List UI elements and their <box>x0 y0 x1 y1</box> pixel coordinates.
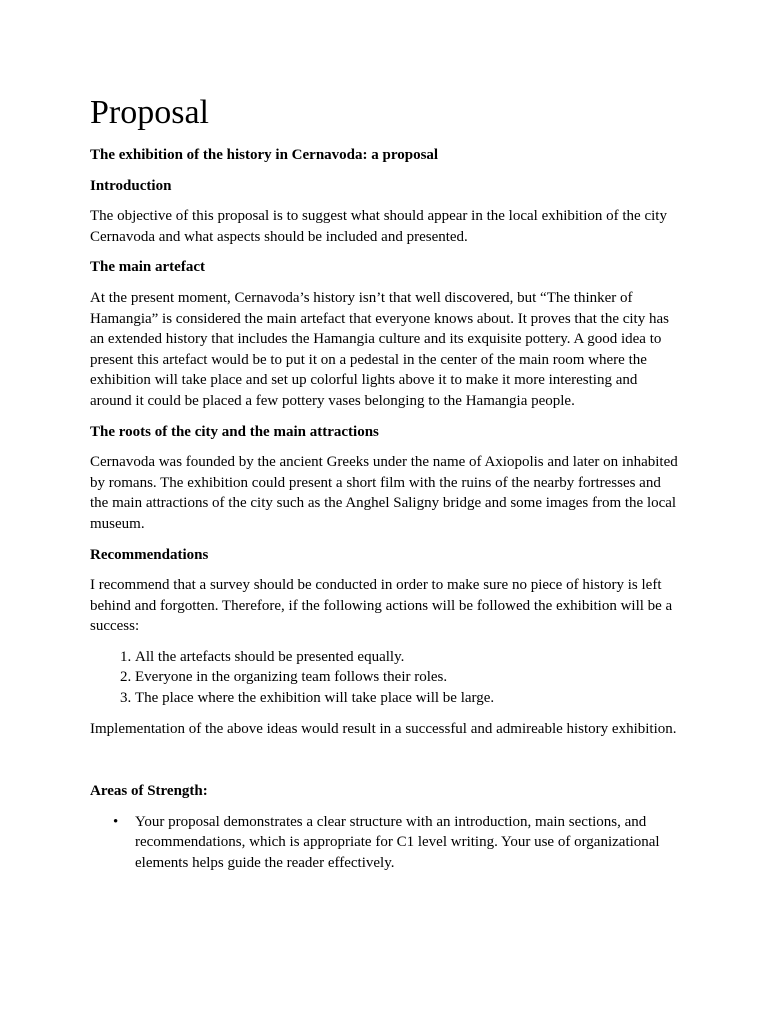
recommendations-closing: Implementation of the above ideas would result in a successful and admireable history exhibition. <box>90 720 677 737</box>
feedback-list <box>90 812 682 874</box>
recommendations-list <box>90 647 682 709</box>
list-item: • Your proposal demonstrates a clear structure with an introduction, main sections, and recommendations, which is appropriate for C1 level writing. Your use of organizational elements helps guide the reader effectively. <box>135 812 682 874</box>
document-subtitle: The exhibition of the history in Cernavoda: a proposal <box>90 147 439 163</box>
feedback-heading: Areas of Strength: <box>90 783 208 800</box>
list-item: 2. Everyone in the organizing team follows their roles. <box>135 667 682 688</box>
section-body-introduction: The objective of this proposal is to suggest what should appear in the local exhibition of the city Cernavoda and what aspects should be included and presented. <box>90 208 667 245</box>
section-body-recommendations: I recommend that a survey should be conducted in order to make sure no piece of history is left behind and forgotten. Therefore, if the following actions will be followed the exhibition will be a success: <box>90 577 673 635</box>
list-item: 3. The place where the exhibition will take place will be large. <box>135 688 682 709</box>
list-item: 1. All the artefacts should be presented equally. <box>135 647 682 668</box>
section-heading-main-artefact: The main artefact <box>90 259 205 276</box>
spacer <box>90 749 682 781</box>
section-heading-roots: The roots of the city and the main attractions <box>90 423 379 440</box>
section-heading-recommendations: Recommendations <box>90 546 209 563</box>
document-page <box>90 91 682 874</box>
section-body-main-artefact: At the present moment, Cernavoda’s history isn’t that well discovered, but “The thinker of Hamangia” is considered the main artefact that everyone knows about. It proves that the city has an extended history that includes the Hamangia culture and its exquisite pottery. A good idea to present this artefact would be to put it on a pedestal in the center of the main room where the exhibition will take place and set up colorful lights above it to make it more interesting and around it could be placed a few pottery vases belonging to the Hamangia people. <box>90 289 669 409</box>
document-title: Proposal <box>90 94 209 131</box>
section-body-roots: Cernavoda was founded by the ancient Greeks under the name of Axiopolis and later on inhabited by romans. The exhibition could present a short film with the ruins of the nearby fortresses and the main attractions of the city such as the Anghel Saligny bridge and some images from the local museum. <box>90 454 678 532</box>
section-heading-introduction: Introduction <box>90 177 172 194</box>
